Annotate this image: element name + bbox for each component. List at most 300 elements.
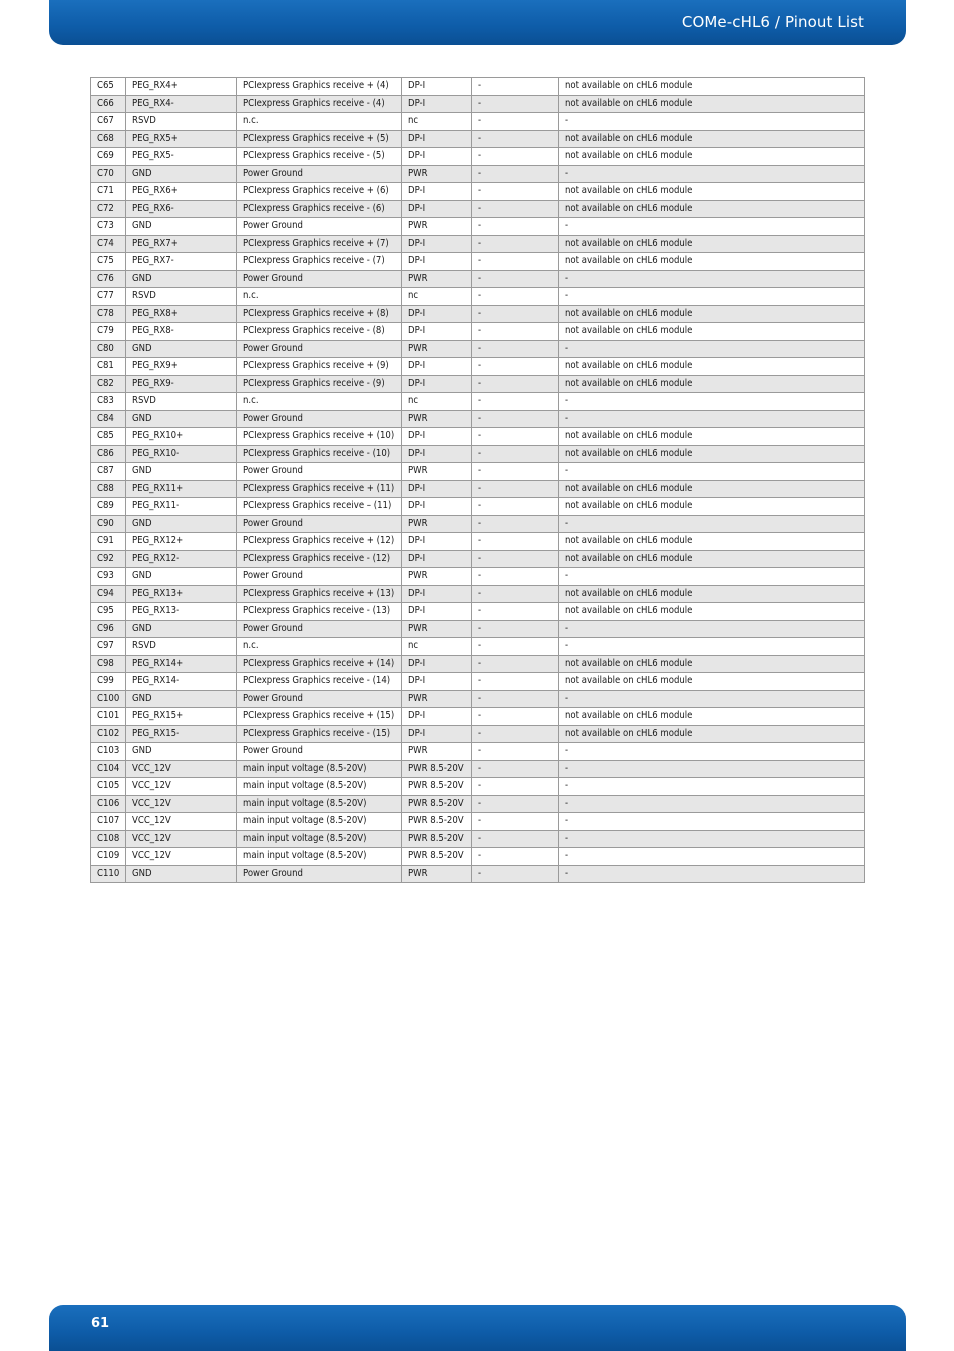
- type-cell: nc: [402, 393, 472, 411]
- type-cell: PWR: [402, 743, 472, 761]
- signal-cell: PEG_RX15-: [126, 725, 237, 743]
- signal-cell: PEG_RX8+: [126, 305, 237, 323]
- signal-cell: GND: [126, 463, 237, 481]
- termination-cell: -: [472, 620, 559, 638]
- table-row: [91, 218, 865, 236]
- signal-cell: PEG_RX10+: [126, 428, 237, 446]
- termination-cell: -: [472, 358, 559, 376]
- description-cell: PCIexpress Graphics receive + (12): [237, 533, 402, 551]
- comment-cell: not available on cHL6 module: [559, 550, 865, 568]
- table-row: [91, 113, 865, 131]
- pin-cell: C99: [91, 673, 126, 691]
- signal-cell: RSVD: [126, 288, 237, 306]
- table-row: [91, 358, 865, 376]
- type-cell: DP-I: [402, 183, 472, 201]
- signal-cell: GND: [126, 165, 237, 183]
- document-title: COMe-cHL6 / Pinout List: [681, 13, 864, 31]
- termination-cell: -: [472, 638, 559, 656]
- signal-cell: PEG_RX4-: [126, 95, 237, 113]
- description-cell: main input voltage (8.5-20V): [237, 778, 402, 796]
- description-cell: n.c.: [237, 113, 402, 131]
- description-cell: PCIexpress Graphics receive - (10): [237, 445, 402, 463]
- table-row: [91, 743, 865, 761]
- comment-cell: not available on cHL6 module: [559, 533, 865, 551]
- pin-cell: C79: [91, 323, 126, 341]
- signal-cell: PEG_RX11-: [126, 498, 237, 516]
- description-cell: PCIexpress Graphics receive + (11): [237, 480, 402, 498]
- table-row: [91, 165, 865, 183]
- termination-cell: -: [472, 865, 559, 883]
- description-cell: PCIexpress Graphics receive + (7): [237, 235, 402, 253]
- signal-cell: PEG_RX6+: [126, 183, 237, 201]
- type-cell: DP-I: [402, 78, 472, 96]
- signal-cell: GND: [126, 743, 237, 761]
- signal-cell: RSVD: [126, 638, 237, 656]
- pin-cell: C94: [91, 585, 126, 603]
- pin-cell: C73: [91, 218, 126, 236]
- termination-cell: -: [472, 498, 559, 516]
- comment-cell: not available on cHL6 module: [559, 130, 865, 148]
- pin-cell: C91: [91, 533, 126, 551]
- type-cell: DP-I: [402, 480, 472, 498]
- comment-cell: -: [559, 848, 865, 866]
- page-number: 61: [91, 1316, 110, 1331]
- termination-cell: -: [472, 480, 559, 498]
- type-cell: PWR: [402, 218, 472, 236]
- table-row: [91, 253, 865, 271]
- termination-cell: -: [472, 253, 559, 271]
- signal-cell: GND: [126, 865, 237, 883]
- signal-cell: PEG_RX9-: [126, 375, 237, 393]
- pin-cell: C88: [91, 480, 126, 498]
- type-cell: DP-I: [402, 323, 472, 341]
- pin-cell: C77: [91, 288, 126, 306]
- signal-cell: PEG_RX5+: [126, 130, 237, 148]
- termination-cell: -: [472, 568, 559, 586]
- table-row: [91, 375, 865, 393]
- signal-cell: GND: [126, 620, 237, 638]
- termination-cell: -: [472, 410, 559, 428]
- description-cell: PCIexpress Graphics receive - (8): [237, 323, 402, 341]
- pin-cell: C71: [91, 183, 126, 201]
- type-cell: DP-I: [402, 655, 472, 673]
- description-cell: n.c.: [237, 638, 402, 656]
- table-row: [91, 323, 865, 341]
- signal-cell: VCC_12V: [126, 795, 237, 813]
- termination-cell: -: [472, 218, 559, 236]
- signal-cell: PEG_RX13+: [126, 585, 237, 603]
- description-cell: PCIexpress Graphics receive + (13): [237, 585, 402, 603]
- pin-cell: C86: [91, 445, 126, 463]
- table-row: [91, 183, 865, 201]
- comment-cell: -: [559, 165, 865, 183]
- pin-cell: C89: [91, 498, 126, 516]
- signal-cell: GND: [126, 410, 237, 428]
- comment-cell: not available on cHL6 module: [559, 305, 865, 323]
- pin-cell: C100: [91, 690, 126, 708]
- table-row: [91, 288, 865, 306]
- termination-cell: -: [472, 200, 559, 218]
- description-cell: Power Ground: [237, 463, 402, 481]
- signal-cell: PEG_RX14-: [126, 673, 237, 691]
- table-row: [91, 340, 865, 358]
- termination-cell: -: [472, 708, 559, 726]
- description-cell: Power Ground: [237, 568, 402, 586]
- pin-cell: C95: [91, 603, 126, 621]
- table-row: [91, 78, 865, 96]
- signal-cell: GND: [126, 270, 237, 288]
- signal-cell: PEG_RX7-: [126, 253, 237, 271]
- termination-cell: -: [472, 95, 559, 113]
- pin-cell: C70: [91, 165, 126, 183]
- table-row: [91, 673, 865, 691]
- comment-cell: -: [559, 760, 865, 778]
- table-row: [91, 585, 865, 603]
- pin-cell: C101: [91, 708, 126, 726]
- table-row: [91, 200, 865, 218]
- termination-cell: -: [472, 428, 559, 446]
- signal-cell: GND: [126, 690, 237, 708]
- comment-cell: -: [559, 340, 865, 358]
- termination-cell: -: [472, 848, 559, 866]
- comment-cell: not available on cHL6 module: [559, 235, 865, 253]
- type-cell: DP-I: [402, 708, 472, 726]
- description-cell: Power Ground: [237, 515, 402, 533]
- termination-cell: -: [472, 183, 559, 201]
- comment-cell: -: [559, 463, 865, 481]
- type-cell: PWR: [402, 340, 472, 358]
- comment-cell: not available on cHL6 module: [559, 200, 865, 218]
- pin-cell: C92: [91, 550, 126, 568]
- signal-cell: RSVD: [126, 393, 237, 411]
- type-cell: DP-I: [402, 550, 472, 568]
- comment-cell: not available on cHL6 module: [559, 253, 865, 271]
- table-row: [91, 830, 865, 848]
- description-cell: PCIexpress Graphics receive + (10): [237, 428, 402, 446]
- termination-cell: -: [472, 445, 559, 463]
- description-cell: PCIexpress Graphics receive – (11): [237, 498, 402, 516]
- signal-cell: PEG_RX6-: [126, 200, 237, 218]
- pin-cell: C80: [91, 340, 126, 358]
- description-cell: PCIexpress Graphics receive - (13): [237, 603, 402, 621]
- description-cell: PCIexpress Graphics receive + (6): [237, 183, 402, 201]
- signal-cell: VCC_12V: [126, 813, 237, 831]
- type-cell: DP-I: [402, 358, 472, 376]
- table-row: [91, 795, 865, 813]
- description-cell: PCIexpress Graphics receive - (15): [237, 725, 402, 743]
- signal-cell: VCC_12V: [126, 760, 237, 778]
- type-cell: PWR: [402, 620, 472, 638]
- type-cell: DP-I: [402, 375, 472, 393]
- table-row: [91, 568, 865, 586]
- comment-cell: -: [559, 288, 865, 306]
- termination-cell: -: [472, 743, 559, 761]
- comment-cell: -: [559, 113, 865, 131]
- table-row: [91, 638, 865, 656]
- termination-cell: -: [472, 778, 559, 796]
- table-row: [91, 533, 865, 551]
- table-row: [91, 480, 865, 498]
- comment-cell: -: [559, 690, 865, 708]
- table-row: [91, 708, 865, 726]
- termination-cell: -: [472, 760, 559, 778]
- type-cell: DP-I: [402, 603, 472, 621]
- table-row: [91, 463, 865, 481]
- table-row: [91, 393, 865, 411]
- comment-cell: not available on cHL6 module: [559, 498, 865, 516]
- description-cell: Power Ground: [237, 270, 402, 288]
- pin-cell: C107: [91, 813, 126, 831]
- comment-cell: -: [559, 568, 865, 586]
- pin-cell: C75: [91, 253, 126, 271]
- comment-cell: -: [559, 393, 865, 411]
- pin-cell: C103: [91, 743, 126, 761]
- termination-cell: -: [472, 603, 559, 621]
- type-cell: PWR: [402, 690, 472, 708]
- pin-cell: C105: [91, 778, 126, 796]
- description-cell: PCIexpress Graphics receive + (5): [237, 130, 402, 148]
- termination-cell: -: [472, 725, 559, 743]
- table-row: [91, 235, 865, 253]
- description-cell: Power Ground: [237, 340, 402, 358]
- termination-cell: -: [472, 375, 559, 393]
- signal-cell: PEG_RX4+: [126, 78, 237, 96]
- pinout-table: [90, 77, 865, 883]
- termination-cell: -: [472, 323, 559, 341]
- table-row: [91, 778, 865, 796]
- termination-cell: -: [472, 830, 559, 848]
- pin-cell: C66: [91, 95, 126, 113]
- type-cell: PWR 8.5-20V: [402, 778, 472, 796]
- footer-bar: [49, 1305, 906, 1351]
- comment-cell: -: [559, 270, 865, 288]
- signal-cell: PEG_RX10-: [126, 445, 237, 463]
- table-row: [91, 148, 865, 166]
- header-bar: [49, 0, 906, 45]
- pin-cell: C68: [91, 130, 126, 148]
- type-cell: DP-I: [402, 445, 472, 463]
- type-cell: DP-I: [402, 498, 472, 516]
- description-cell: n.c.: [237, 288, 402, 306]
- pin-cell: C87: [91, 463, 126, 481]
- type-cell: DP-I: [402, 130, 472, 148]
- table-row: [91, 760, 865, 778]
- table-row: [91, 848, 865, 866]
- comment-cell: not available on cHL6 module: [559, 673, 865, 691]
- table-row: [91, 305, 865, 323]
- comment-cell: -: [559, 515, 865, 533]
- table-row: [91, 865, 865, 883]
- table-row: [91, 603, 865, 621]
- signal-cell: PEG_RX14+: [126, 655, 237, 673]
- pin-cell: C110: [91, 865, 126, 883]
- signal-cell: VCC_12V: [126, 848, 237, 866]
- signal-cell: PEG_RX8-: [126, 323, 237, 341]
- type-cell: DP-I: [402, 200, 472, 218]
- pin-cell: C102: [91, 725, 126, 743]
- table-row: [91, 655, 865, 673]
- signal-cell: GND: [126, 568, 237, 586]
- description-cell: PCIexpress Graphics receive + (9): [237, 358, 402, 376]
- pin-cell: C109: [91, 848, 126, 866]
- description-cell: Power Ground: [237, 620, 402, 638]
- description-cell: PCIexpress Graphics receive - (6): [237, 200, 402, 218]
- type-cell: nc: [402, 288, 472, 306]
- table-row: [91, 515, 865, 533]
- signal-cell: PEG_RX5-: [126, 148, 237, 166]
- description-cell: PCIexpress Graphics receive + (8): [237, 305, 402, 323]
- type-cell: DP-I: [402, 253, 472, 271]
- pin-cell: C104: [91, 760, 126, 778]
- description-cell: PCIexpress Graphics receive - (9): [237, 375, 402, 393]
- signal-cell: PEG_RX12-: [126, 550, 237, 568]
- type-cell: DP-I: [402, 95, 472, 113]
- comment-cell: not available on cHL6 module: [559, 78, 865, 96]
- comment-cell: -: [559, 410, 865, 428]
- signal-cell: RSVD: [126, 113, 237, 131]
- type-cell: PWR 8.5-20V: [402, 848, 472, 866]
- type-cell: DP-I: [402, 148, 472, 166]
- type-cell: DP-I: [402, 725, 472, 743]
- termination-cell: -: [472, 270, 559, 288]
- pin-cell: C81: [91, 358, 126, 376]
- signal-cell: PEG_RX13-: [126, 603, 237, 621]
- comment-cell: -: [559, 830, 865, 848]
- signal-cell: VCC_12V: [126, 830, 237, 848]
- type-cell: PWR: [402, 463, 472, 481]
- type-cell: PWR 8.5-20V: [402, 830, 472, 848]
- termination-cell: -: [472, 550, 559, 568]
- comment-cell: not available on cHL6 module: [559, 708, 865, 726]
- comment-cell: -: [559, 743, 865, 761]
- signal-cell: PEG_RX7+: [126, 235, 237, 253]
- description-cell: main input voltage (8.5-20V): [237, 830, 402, 848]
- description-cell: PCIexpress Graphics receive + (15): [237, 708, 402, 726]
- comment-cell: not available on cHL6 module: [559, 428, 865, 446]
- comment-cell: not available on cHL6 module: [559, 480, 865, 498]
- pin-cell: C108: [91, 830, 126, 848]
- signal-cell: PEG_RX15+: [126, 708, 237, 726]
- description-cell: PCIexpress Graphics receive - (14): [237, 673, 402, 691]
- description-cell: Power Ground: [237, 218, 402, 236]
- pinout-table-body: [91, 78, 865, 883]
- type-cell: DP-I: [402, 235, 472, 253]
- pin-cell: C90: [91, 515, 126, 533]
- pin-cell: C67: [91, 113, 126, 131]
- comment-cell: not available on cHL6 module: [559, 585, 865, 603]
- description-cell: Power Ground: [237, 690, 402, 708]
- signal-cell: GND: [126, 218, 237, 236]
- description-cell: PCIexpress Graphics receive + (4): [237, 78, 402, 96]
- description-cell: Power Ground: [237, 865, 402, 883]
- type-cell: PWR 8.5-20V: [402, 813, 472, 831]
- description-cell: PCIexpress Graphics receive - (7): [237, 253, 402, 271]
- type-cell: PWR: [402, 568, 472, 586]
- pin-cell: C93: [91, 568, 126, 586]
- termination-cell: -: [472, 78, 559, 96]
- termination-cell: -: [472, 340, 559, 358]
- termination-cell: -: [472, 130, 559, 148]
- pin-cell: C69: [91, 148, 126, 166]
- pin-cell: C82: [91, 375, 126, 393]
- termination-cell: -: [472, 288, 559, 306]
- pin-cell: C74: [91, 235, 126, 253]
- termination-cell: -: [472, 463, 559, 481]
- table-row: [91, 445, 865, 463]
- termination-cell: -: [472, 393, 559, 411]
- termination-cell: -: [472, 165, 559, 183]
- signal-cell: VCC_12V: [126, 778, 237, 796]
- type-cell: DP-I: [402, 533, 472, 551]
- termination-cell: -: [472, 148, 559, 166]
- signal-cell: PEG_RX9+: [126, 358, 237, 376]
- comment-cell: not available on cHL6 module: [559, 725, 865, 743]
- termination-cell: -: [472, 235, 559, 253]
- pin-cell: C97: [91, 638, 126, 656]
- termination-cell: -: [472, 655, 559, 673]
- type-cell: DP-I: [402, 428, 472, 446]
- termination-cell: -: [472, 795, 559, 813]
- type-cell: nc: [402, 638, 472, 656]
- comment-cell: not available on cHL6 module: [559, 375, 865, 393]
- comment-cell: not available on cHL6 module: [559, 445, 865, 463]
- description-cell: PCIexpress Graphics receive - (4): [237, 95, 402, 113]
- table-row: [91, 550, 865, 568]
- description-cell: n.c.: [237, 393, 402, 411]
- signal-cell: PEG_RX11+: [126, 480, 237, 498]
- description-cell: Power Ground: [237, 165, 402, 183]
- description-cell: main input voltage (8.5-20V): [237, 848, 402, 866]
- description-cell: main input voltage (8.5-20V): [237, 795, 402, 813]
- signal-cell: GND: [126, 340, 237, 358]
- description-cell: main input voltage (8.5-20V): [237, 760, 402, 778]
- signal-cell: PEG_RX12+: [126, 533, 237, 551]
- comment-cell: not available on cHL6 module: [559, 95, 865, 113]
- description-cell: PCIexpress Graphics receive + (14): [237, 655, 402, 673]
- table-row: [91, 428, 865, 446]
- table-row: [91, 620, 865, 638]
- comment-cell: -: [559, 795, 865, 813]
- type-cell: DP-I: [402, 673, 472, 691]
- pin-cell: C78: [91, 305, 126, 323]
- table-row: [91, 130, 865, 148]
- termination-cell: -: [472, 515, 559, 533]
- comment-cell: -: [559, 218, 865, 236]
- description-cell: Power Ground: [237, 743, 402, 761]
- description-cell: PCIexpress Graphics receive - (12): [237, 550, 402, 568]
- description-cell: Power Ground: [237, 410, 402, 428]
- type-cell: PWR 8.5-20V: [402, 760, 472, 778]
- comment-cell: not available on cHL6 module: [559, 358, 865, 376]
- table-row: [91, 690, 865, 708]
- termination-cell: -: [472, 305, 559, 323]
- table-row: [91, 498, 865, 516]
- type-cell: PWR 8.5-20V: [402, 795, 472, 813]
- comment-cell: -: [559, 638, 865, 656]
- description-cell: main input voltage (8.5-20V): [237, 813, 402, 831]
- comment-cell: not available on cHL6 module: [559, 183, 865, 201]
- description-cell: PCIexpress Graphics receive - (5): [237, 148, 402, 166]
- comment-cell: not available on cHL6 module: [559, 603, 865, 621]
- pin-cell: C72: [91, 200, 126, 218]
- termination-cell: -: [472, 673, 559, 691]
- comment-cell: not available on cHL6 module: [559, 323, 865, 341]
- termination-cell: -: [472, 813, 559, 831]
- comment-cell: -: [559, 865, 865, 883]
- type-cell: PWR: [402, 410, 472, 428]
- pin-cell: C98: [91, 655, 126, 673]
- type-cell: nc: [402, 113, 472, 131]
